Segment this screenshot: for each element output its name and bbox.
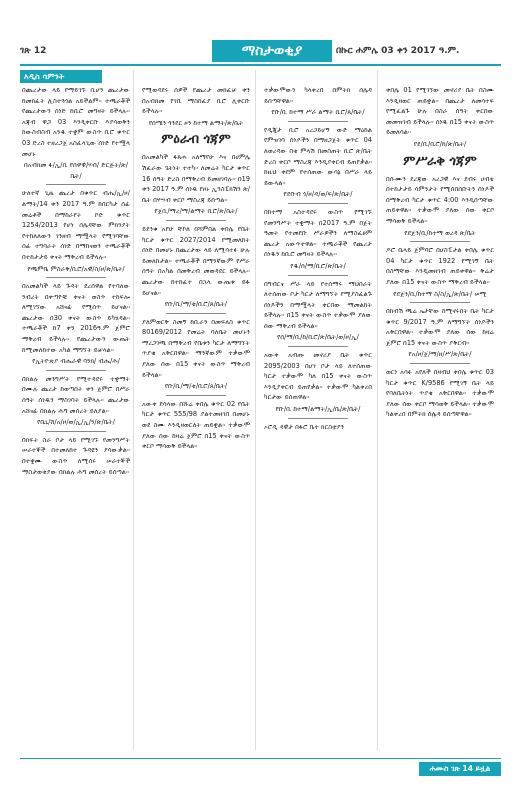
notice-source: የጀቢ/ማረ/ማ/ልማት ቢሮ/ጽ/ቤት/	[154, 207, 238, 216]
notice-text: በክልሉ መንግሥት የሚተዳደሩ ተቋማት በሙሉ ጨረታ ከወጣበት ቀን ጀምሮ በሥራ ሰዓት ሰነዱን ማስገባት ይችላሉ፡፡ ጨረታው አሸናፊ በክልሉ ሕግ መሰረት ይለያል፡፡	[22, 374, 130, 415]
notice-text: በከብሽ ጫሬ ኤታቸው ከሚኖሩበት ቤት ካርታ ቁጥር 9/2017 ዓ.ም ለማግኘት ሰነዶችን አቅርበዋል፡፡ ተቃውሞ ያለው ሰው ከዛሬ ጀምሮ በ15 ቀናት ውስጥ ያቅርብ፡፡	[386, 307, 494, 347]
notice-text: ሁለተኛ ጊዜ ጨረታ በቁጥር ብሔ/ኢ/ዞ/ልማት/14 ቀን 2017 ዓ.ም ከበርካታ ሰፊ መሬቶች በማከራየት ኮድ ቁጥር 1254/2013 የሆነ ሰሌዳቸው ምክንያት የተከለለውን ገንዘብ ማሟላት የሚገባቸው ሰፊ ተግባራት ሰነድ በማከናወን ተጫራቾች በተከታታይ ቀናት ማቅረብ ይችላሉ፡፡	[22, 189, 130, 261]
region-heading: ምሥራቅ ጎጃም	[403, 153, 477, 169]
notice-text: በአመልካች ላይ ጉዳት ደረሰዋል የተባለው ንብረት በቀጣዮቹ ቀናት ወስጥ ተከፍሎ ለሚገኘው አሸናፊ የሚሰጥ ይሆናል፡፡ ጨረታው በ30 ቀናት ውስጥ ይካሄዳል፡፡ ተጫራቾች ከ7 ቀን 2016ዓ.ም ጀምሮ ማቅረብ ይችላሉ፡፡ የጨረታውን ውጤት ከሚመለከተው አካል ማግኘት ይቻላል፡፡	[22, 282, 130, 354]
notice-text: ቀበሌ 01 የሚገኘው መኖሪያ ቤት በስሙ እንዲዛወር ጠይቋል፡፡ በጨረታ ለመሳተፍ የሚፈልጉ ሁሉ በስራ ሰዓት ቀርበው መመዝገብ ይችላሉ፡፡ ሰነዱ በ15 ቀናት ውስጥ ይመለሳል፡፡	[386, 86, 494, 137]
notice-source: በአብክመ ፋ/ኢ/ቢ የሰዋዊ/ሃብ/ ድርጅት/ጽ/ቤት/	[23, 161, 129, 180]
notice-separator	[288, 275, 348, 276]
footer-rule	[20, 758, 501, 759]
notice-text: የሚወዳደሩ ሰዎች የጨረታ መክፈቻ ቀን በአብክመ የገቢ ማስከፈያ ቢሮ ሊቀርቡ ይችላሉ፡፡	[142, 86, 250, 116]
notice-source: የኢትዮጵያ ብሔራዊ ባንክ/ ብሔ/ሕ/	[32, 357, 120, 366]
publication-info: በኩር ሐምሌ 03 ቀን 2017 ዓ.ም.	[336, 46, 460, 56]
notice-source: የሰሜን ጎንደር ዞን ከተማ ልማት/ጽ/ቤት	[148, 118, 244, 127]
notice-text: በከተማ አስተዳደሩ ውስጥ የሚገኙ የመንግሥት ተቋማት በ2017 ዓ.ም በጀት ዓመት የተመደቡ ሥራዎችን ለማስፈፀም ጨረታ አውጥተዋል፡፡ ተጫራቾች የጨረታ ሰነዱን ከቢሮ መግዛት ይችላሉ፡፡	[264, 207, 372, 259]
notice-text: በሱሙን ደረጃው አረጋዊ እና ደብሩ ሀብቴ በተከታታይ ሳምንታት የሚሰበሰቡትን ሰነዶች በማቅረብ ካርታ ቁጥር 4:00 እንዲሰጣቸው ጠይቀዋል፡፡ ተቃውሞ ያለው ሰው ቀርቦ ማሳወቅ ይችላል፡፡	[386, 174, 494, 225]
notice-separator	[46, 370, 106, 371]
header-rule	[20, 64, 501, 66]
notice-text: ኦሮዲ ዳዊታ በፋሮ ቤተ ክርስቲያን	[264, 422, 344, 431]
notice-separator	[166, 395, 226, 396]
page-header	[20, 38, 501, 64]
notice-source: የደ/ቢ/ቢሮ/ከ/ጽ/ቤት/	[413, 139, 467, 148]
notice-separator	[166, 313, 226, 314]
notice-source: የዱ/ሰ/ማ/ቢሮ/ጽ/ቤት/	[290, 261, 346, 270]
notice-source: የደጀን/ቢ/ከተማ ወረዳ ጽ/ቤት	[404, 228, 476, 237]
region-heading: ምዕራብ ጎጃም	[161, 132, 231, 148]
column-divider	[377, 70, 378, 750]
column-divider	[133, 70, 134, 750]
column-2	[142, 85, 250, 750]
section-tag: አዲስ ሳምንት	[20, 70, 102, 83]
notice-text: ያለምወርቅ ስመኝ ከቢራን በመፍለስ ቁጥር 80169/2012 የመሬት ባለቤት መሆኑን ማረጋገጫ በማቅረብ የቤቱን ካርታ ለማግኘት ጥያቄ አቅርበዋል፡፡ ማንኛውም ተቃውሞ ያለው ሰው በ15 ቀናት ውስጥ ማቅረብ ይችላል፡፡	[142, 317, 250, 379]
notice-separator	[288, 418, 348, 419]
notice-text: ዶሮ ቤላይ ጀምባሮ በሆስፒታል ቀበሌ ቁጥር 04 ካርታ ቁጥር 1922 የሚገኝ ቤት በስማቸው እንዲመዘገብ ጠይቀዋል፡፡ ቅሬታ ያለው በ15 ቀናት ውስጥ ማቅረብ ይችላል፡፡	[386, 246, 494, 286]
notice-separator	[288, 121, 348, 122]
notice-text: አውቀ አብጡ መኖሪያ ቤት ቁጥር 2095/2003 በሆነ ቦታ ላይ ለተሰጠው ካርታ ተቃውሞ ካለ በ15 ቀናት ውስጥ እንዲያቀርብ ይጠየቃል፡፡ ተቃውሞ ካልቀረበ ካርታው ይሰጠዋል፡፡	[264, 351, 372, 402]
notice-text: ይደንቁ አየሁ ቸኮለ በሻምበል ቀበሌ የቤት ካርታ ቁጥር 2027/2014 የሚመለከት ሰነድ በመሆኑ በጨረታው ላይ ለሚሳተፉ ሁሉ ይመለከታል፡፡ ተጫራቾች በማንኛውም የሥራ ሰዓት በአካል በመቅረብ መወዳደር ይችላሉ፡፡ ጨረታው ከተከፈተ በኋላ ውጤቱ ይፋ ይሆናል፡፡	[142, 224, 250, 297]
column-4	[386, 85, 494, 750]
notice-text: በክፍት ስራ ቦታ ላይ የሚገኙ የመንግሥት ሠራተኞች በተመለከተ ጉዳዩን ያሳውቃል፡፡ በተቋሙ ውስጥ ለሚሰሩ ሠራተኞች ማስታወቂያው በክልሉ ሕግ መሰረት ይሰጣል፡፡	[22, 435, 130, 476]
notice-source: የአ/ዞ/ጀ/ማ/ዘ/ሥ/ጽ/ቤት/	[408, 350, 472, 359]
notice-source: የቡ/ቢ ከተማ ሥራ ልማት ቢሮ/ጸ/ቤት/	[271, 108, 365, 117]
notice-source: የደቡብ ጎ/ዞ/ዳ/ወ/ፍ/ጽ/ቤት/	[283, 190, 353, 199]
notice-separator	[46, 431, 106, 432]
notice-separator	[410, 302, 470, 303]
column-1	[22, 85, 130, 750]
notice-text: ወርነ አሳፉ አየለች በዛብህ ቀበሌ ቁጥር 03 ካርታ ቁጥር K/9586 የሚገኝ ቤት ላይ የባለቤትነት ጥያቄ አቅርበዋል፡፡ ተቃውሞ ያለው ሰው ቀርቦ ማሳወቅ ይችላል፡፡ ተቃውሞ ካልቀረበ በምትክ ሰሌዳ ይሰጣቸዋል፡፡	[386, 368, 494, 419]
notice-source: የቤኒ/ሸ/አ/ዞ/ወ/ኢ/ኢ/ን/ጽ/ቤት/	[37, 418, 115, 427]
masthead-title: ማስታወቂያ	[212, 40, 332, 62]
notice-source: የሰ/ማ/ቢ/ከ/ቢሮ/ጽ/ቤት/ወ/ዞ/ኢ/	[277, 333, 359, 342]
notice-source: የቡ/ቢ/ማ/ቂ/ቢሮ/ጸ/ቤት/	[164, 300, 228, 309]
notice-separator	[46, 277, 106, 278]
notice-text: አውቀ ደሳላው በሹሬ ቀበሌ ቁጥር 02 የቤት ካርታ ቁጥር 555/98 ያልተመዘገበ በመሆኑ ወደ ስሙ እንዲዛወርለት ጠይቋል፡፡ ተቃውሞ ያለው ሰው ከዛሬ ጀምሮ በ15 ቀናት ውስጥ ቀርቦ ማሳወቅ ይችላል፡፡	[142, 399, 250, 451]
notice-text: በአመልካች ፋጸሐ አለማየሁ እና በሀምሌ ሽፈራው ጌትነት ተተካ፡፡ ለመሬት ካርታ ቁጥር 16 ሰዓት ድረስ በማቅረብ ይመዘገባሉ፡፡ በ19 ቀን 2017 ዓ.ም ሰነዱ የዞኑ ኢንስፔክሽን ጽ/ቤት በሃሣብ ቀርቦ ማስረጃ ይሰጣል፡፡	[142, 153, 250, 204]
footer-tag: ሐሙስ ገጽ 14 ይዟል	[419, 762, 501, 776]
notice-source: የቡ/ቢ/ማ/ቂ/ቢሮ/ጸ/ቤት/	[164, 382, 228, 391]
notice-text: የዲጂታ ቢሮ አረጋይሆኝ ውድ ማዕከል የምዝገባ ሰነዶችን በማዘጋጀት ቁጥር 04 ለወረዳው በቂ ምላሽ በመስጠት ቢሮ ጽ/ቤት ድረስ ቀርቦ ማስረጃ እንዲያቀርብ ይጠየቃል፡፡ ከዚህ ቀደም የተሰጠው ውሳኔ በሥራ ላይ ይውላል፡፡	[264, 125, 372, 187]
notice-source: የቡ/ቢ ከተማ/ልማት/ኢ/ቤ/ጽ/ቤት/	[275, 405, 361, 414]
column-3	[264, 85, 372, 750]
notice-separator	[46, 184, 106, 185]
notice-text: በጨረታው ላይ የማይገኙ ቢሆን ጨረታው ከመክፈት ሊስተጓጎል አይችልም፡፡ ተጫራቾች የጨረታውን ሰነድ ከቢሮ መግዛት ይችላሉ፡፡ አጃብ ዋጋ 03 እንዲቀርቡ እያሳወቅን ከውስብስብ አንዱ ተቋም ውስጥ ቢሮ ቁጥር 03 ድረስ ተዘረጋጀ አስፈላጊው ሰነድ የተሟላ መሆኑ	[22, 86, 130, 158]
notice-separator	[288, 203, 348, 204]
notice-source: የጫምቤ ምስራቅ/ቢሮ/አዊ/ስ/ዞ/ጽ/ቤት/	[27, 264, 125, 273]
notice-text: በግብርና ሥራ ላይ የተሰማሩ ማህበራት ለተሰጠው ቦታ ካርታ ለማግኘት የሚያስፈልጉ ሰነዶችን በማሟላት ቀርበው ማመልከት ይችላሉ፡፡ በ15 ቀናት ውስጥ ተቃውሞ ያለው ሰው ማቅረብ ይችላል፡፡	[264, 279, 372, 330]
notice-separator	[410, 241, 470, 242]
page-number: ገጽ 12	[20, 46, 47, 56]
notice-source: የደጀን/ቢ/ከተማ ስ/ስ/ኢ/ጽ/ቤት/ ሠሚ	[393, 289, 487, 298]
notice-text: ተቃውሞውን ካላቀረበ በምትክ ሰሌዳ ይሰጣቸዋል፡፡	[264, 86, 372, 105]
column-divider	[255, 70, 256, 750]
notice-separator	[288, 346, 348, 347]
notice-separator	[166, 220, 226, 221]
notice-separator	[410, 363, 470, 364]
